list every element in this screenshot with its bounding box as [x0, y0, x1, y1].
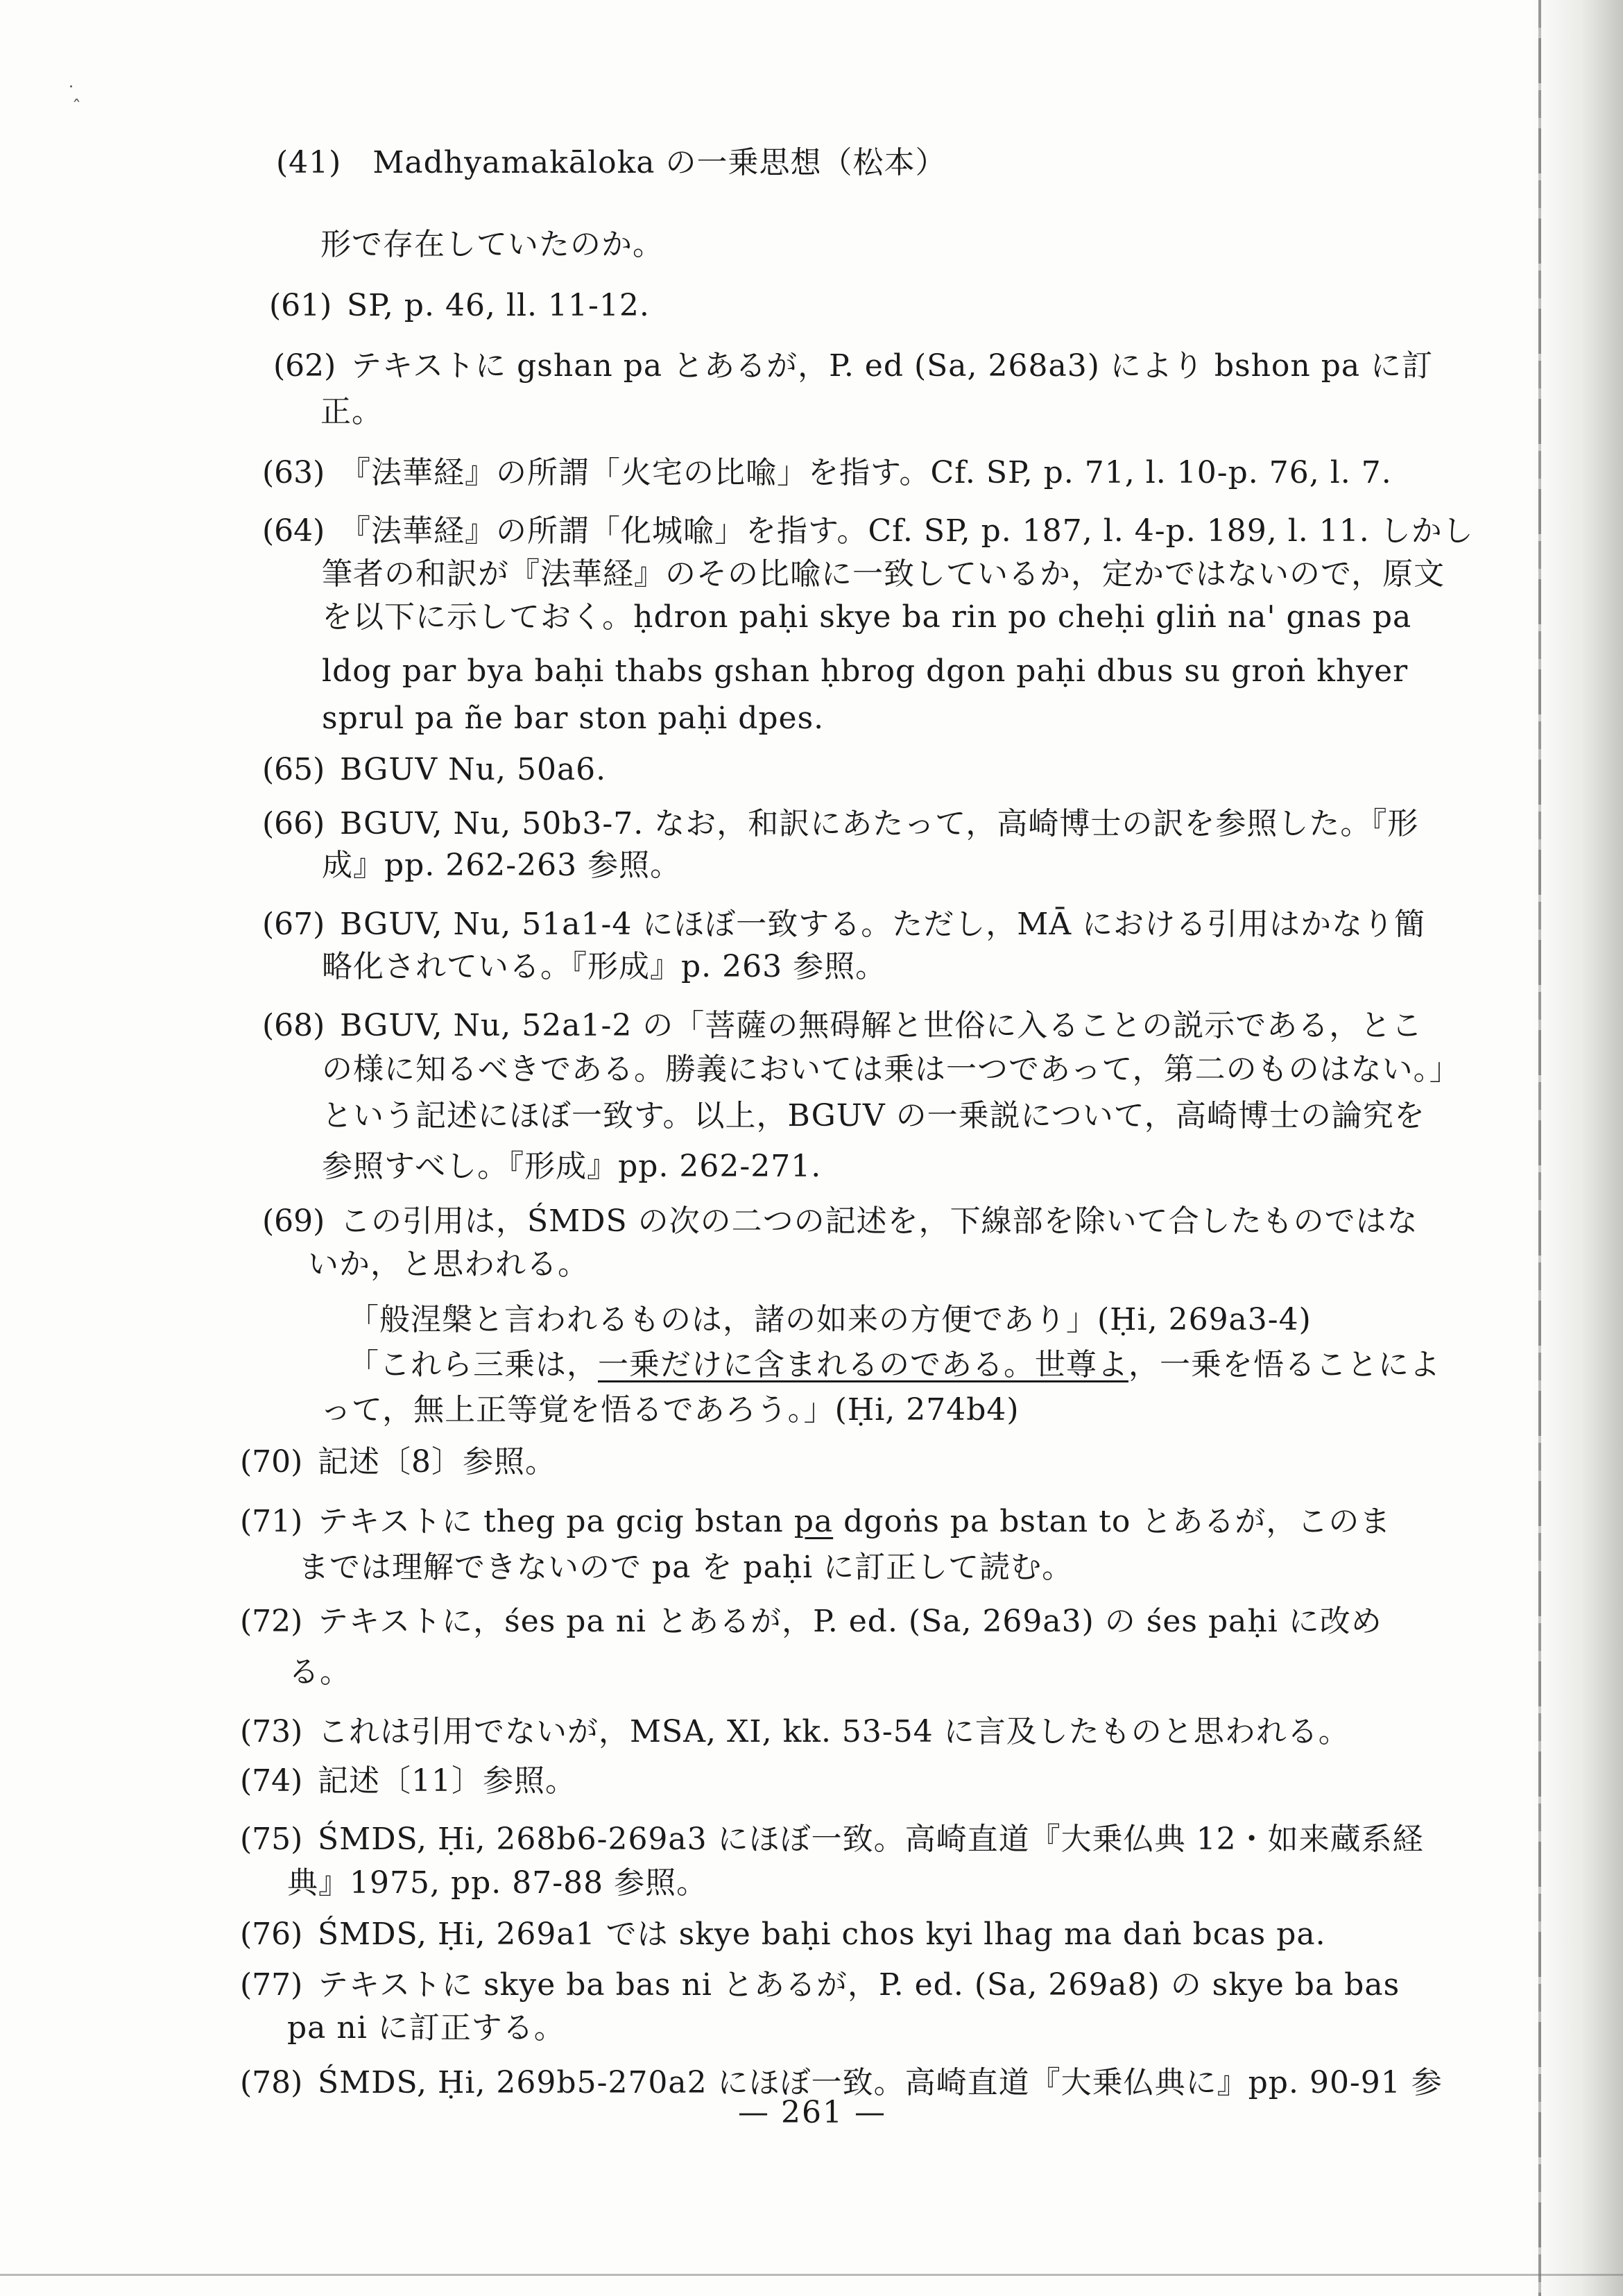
note-number: (74) [240, 1763, 303, 1799]
underlined-text: pa [793, 1504, 834, 1539]
note-continuation-line: 正。 [320, 394, 383, 429]
page-edge-line [1538, 0, 1541, 2296]
note-continuation-line: という記述にほぼ一致す。以上，BGUV の一乗説について，高崎博士の論究を [322, 1098, 1425, 1133]
note-text-line: テキストに，śes pa ni とあるが，P. ed. (Sa, 269a3) の śes paḥi に改め [318, 1604, 1382, 1639]
note-continuation-line: 「般涅槃と言われるものは，諸の如来の方便であり」(Ḥi, 269a3-4) [348, 1302, 1312, 1337]
note-continuation-line: までは理解できないので pa を paḥi に訂正して読む。 [298, 1550, 1074, 1585]
note-text-line: BGUV, Nu, 51a1-4 にほぼ一致する。ただし，MĀ における引用はかなり簡 [340, 907, 1426, 942]
note-continuation-line: sprul pa ñe bar ston paḥi dpes. [322, 701, 825, 736]
note-continuation-line: pa ni に訂正する。 [287, 2010, 565, 2046]
note-text-line: ŚMDS, Ḥi, 269b5-270a2 にほぼ一致。高崎直道『大乗仏典に』pp. 90-91 参 [318, 2065, 1443, 2100]
note-number: (67) [262, 907, 325, 942]
page-number: — 261 — [738, 2095, 886, 2130]
note-continuation-line: 典』1975, pp. 87-88 参照。 [287, 1865, 708, 1901]
note-number: (78) [240, 2065, 303, 2100]
note-continuation-line: 形で存在していたのか。 [320, 227, 664, 262]
page-edge-shadow [1533, 0, 1623, 2296]
running-header: (41) Madhyamakāloka の一乗思想（松本） [276, 145, 947, 180]
note-number: (68) [262, 1008, 325, 1043]
note-text-line: 記述〔8〕参照。 [318, 1444, 556, 1480]
note-continuation-line: 参照すべし。『形成』pp. 262-271. [322, 1149, 822, 1184]
note-continuation-line: いか，と思われる。 [308, 1246, 589, 1282]
note-text-line: 『法華経』の所謂「化城喩」を指す。Cf. SP, p. 187, l. 4-p. 189, l. 11. しかし [340, 513, 1474, 549]
note-continuation-line: って，無上正等覚を悟るであろう。」(Ḥi, 274b4) [320, 1392, 1020, 1428]
note-text-line: ŚMDS, Ḥi, 268b6-269a3 にほぼ一致。高崎直道『大乗仏典 12・如来蔵系経 [318, 1822, 1424, 1857]
page-bottom-line [0, 2274, 1623, 2276]
note-continuation-line: る。 [289, 1654, 351, 1690]
note-text-line: これは引用でないが，MSA, XI, kk. 53-54 に言及したものと思われる。 [318, 1714, 1350, 1749]
scan-speck: ˆ [72, 97, 81, 118]
note-text-line: 『法華経』の所謂「火宅の比喩」を指す。Cf. SP, p. 71, l. 10-p. 76, l. 7. [340, 455, 1392, 490]
note-number: (70) [240, 1444, 303, 1480]
note-number: (72) [240, 1604, 303, 1639]
note-text-line: 記述〔11〕参照。 [318, 1763, 576, 1799]
note-text-line: この引用は，ŚMDS の次の二つの記述を，下線部を除いて合したものではな [340, 1203, 1418, 1239]
note-number: (76) [240, 1917, 303, 1952]
scan-speck: ˙ [67, 83, 76, 104]
note-number: (77) [240, 1967, 303, 2003]
note-text-line: ŚMDS, Ḥi, 269a1 では skye baḥi chos kyi lhag ma daṅ bcas pa. [318, 1917, 1326, 1952]
note-number: (61) [269, 288, 332, 323]
note-number: (75) [240, 1822, 303, 1857]
note-number: (66) [262, 806, 325, 841]
note-number: (62) [273, 348, 336, 384]
note-continuation-line: の様に知るべきである。勝義においては乗は一つであって，第二のものはない。」 [322, 1052, 1461, 1087]
note-number: (69) [262, 1203, 325, 1239]
note-continuation-line: 成』pp. 262-263 参照。 [322, 848, 682, 883]
note-continuation-line: 筆者の和訳が『法華経』のその比喩に一致しているか，定かではないので，原文 [322, 556, 1445, 592]
note-continuation-line: 略化されている。『形成』p. 263 参照。 [322, 949, 887, 984]
underlined-text: 一乗だけに含まれるのである。世尊よ [598, 1347, 1128, 1382]
note-text-line: SP, p. 46, ll. 11-12. [347, 288, 650, 323]
note-number: (64) [262, 513, 325, 549]
note-text-line: BGUV Nu, 50a6. [340, 752, 607, 787]
note-number: (73) [240, 1714, 303, 1749]
note-text-line: テキストに theg pa gcig bstan pa dgoṅs pa bstan to とあるが，このま [318, 1504, 1391, 1539]
note-number: (71) [240, 1504, 303, 1539]
note-number: (65) [262, 752, 325, 787]
note-text-line: テキストに skye ba bas ni とあるが，P. ed. (Sa, 269a8) の skye ba bas [318, 1967, 1400, 2003]
note-continuation-line: 「これら三乗は，一乗だけに含まれるのである。世尊よ，一乗を悟ることによ [348, 1347, 1441, 1382]
note-number: (63) [262, 455, 325, 490]
note-continuation-line: ldog par bya baḥi thabs gshan ḥbrog dgon paḥi dbus su groṅ khyer [322, 653, 1409, 689]
note-text-line: BGUV, Nu, 52a1-2 の「菩薩の無碍解と世俗に入ることの説示である，とこ [340, 1008, 1423, 1043]
note-text-line: テキストに gshan pa とあるが，P. ed (Sa, 268a3) により bshon pa に訂 [351, 348, 1434, 384]
note-text-line: BGUV, Nu, 50b3-7. なお，和訳にあたって，高崎博士の訳を参照した。『形 [340, 806, 1419, 841]
note-continuation-line: を以下に示しておく。ḥdron paḥi skye ba rin po cheḥi gliṅ na' gnas pa [322, 599, 1412, 635]
